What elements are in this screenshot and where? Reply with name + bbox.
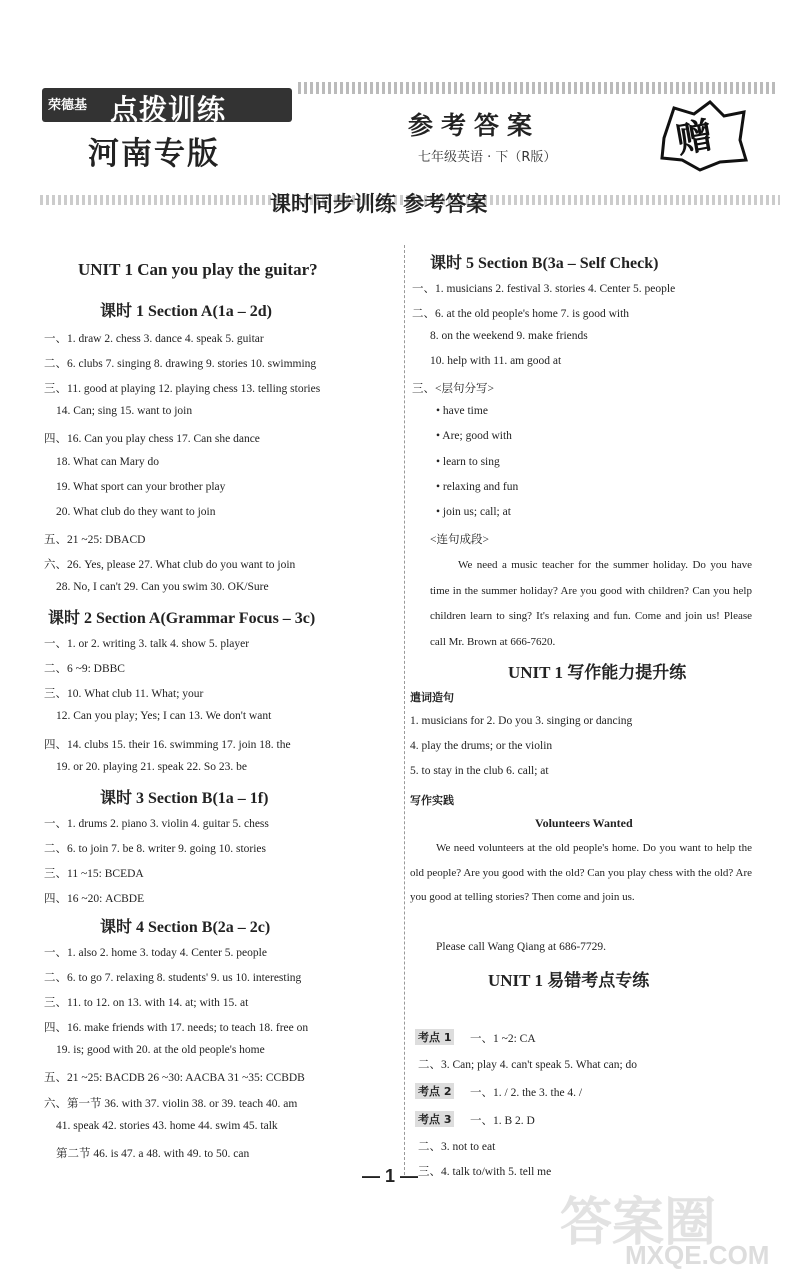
- subsection-heading: 写作实践: [410, 794, 454, 807]
- answer-line: 第二节 46. is 47. a 48. with 49. to 50. can: [56, 1148, 250, 1160]
- answer-line: 二、6. to go 7. relaxing 8. students' 9. us 10. interesting: [44, 972, 302, 984]
- answer-line: <连句成段>: [430, 534, 489, 546]
- model-paragraph: We need a music teacher for the summer holiday. Do you have time in the summer holiday? Are you good with children? Can you help children learn to sing? It's relaxing and fun. Come and join us! Please call Mr. Brown at 666-7620.: [430, 559, 752, 648]
- answer-line: Please call Wang Qiang at 686-7729.: [436, 941, 607, 953]
- answer-line: 三、4. talk to/with 5. tell me: [418, 1166, 552, 1178]
- header-stripes: [298, 82, 778, 94]
- answer-line: 28. No, I can't 29. Can you swim 30. OK/Sure: [56, 581, 269, 593]
- answer-line: • Are; good with: [436, 430, 512, 442]
- answer-line: 4. play the drums; or the violin: [410, 740, 553, 752]
- answer-line: 19. What sport can your brother play: [56, 481, 226, 493]
- answer-line: 二、6 ~9: DBBC: [44, 663, 125, 675]
- answer-line: 二、6. to join 7. be 8. writer 9. going 10. stories: [44, 843, 266, 855]
- watermark-logo: 答案圈: [560, 1193, 717, 1253]
- answer-line: • join us; call; at: [436, 506, 511, 518]
- answer-line: 一、1. or 2. writing 3. talk 4. show 5. player: [44, 638, 250, 650]
- section-heading: 课时 3 Section B(1a – 1f): [100, 790, 269, 807]
- answer-line: 二、6. clubs 7. singing 8. drawing 9. stories 10. swimming: [44, 358, 317, 370]
- subsection-heading: 遣词造句: [410, 691, 454, 704]
- answer-line: 14. Can; sing 15. want to join: [56, 405, 193, 417]
- section-heading: 课时 4 Section B(2a – 2c): [100, 919, 271, 936]
- gift-label: 赠: [673, 115, 716, 162]
- unit-title: UNIT 1 Can you play the guitar?: [78, 260, 318, 279]
- watermark-url: MXQE.COM: [625, 1240, 770, 1270]
- answer-line: 三、11 ~15: BCEDA: [44, 868, 144, 880]
- unit-title: UNIT 1 写作能力提升练: [508, 663, 687, 682]
- answer-line: 一、1. B 2. D: [470, 1115, 535, 1127]
- kaodian-label: 考点 2: [415, 1082, 454, 1100]
- answer-line: 四、16. Can you play chess 17. Can she dance: [44, 433, 260, 445]
- answer-line: 41. speak 42. stories 43. home 44. swim 45. talk: [56, 1120, 278, 1132]
- unit-title: UNIT 1 易错考点专练: [488, 971, 650, 990]
- answer-line: 六、第一节 36. with 37. violin 38. or 39. teach 40. am: [44, 1098, 298, 1110]
- answer-line: 20. What club do they want to join: [56, 506, 216, 518]
- section-heading: 课时 1 Section A(1a – 2d): [100, 303, 273, 320]
- answer-line: 五、21 ~25: BACDB 26 ~30: AACBA 31 ~35: CCBDB: [44, 1072, 305, 1084]
- answer-line: 一、1. also 2. home 3. today 4. Center 5. people: [44, 947, 267, 959]
- answer-line: 四、16. make friends with 17. needs; to teach 18. free on: [44, 1022, 309, 1034]
- answer-title: 参考答案: [408, 111, 541, 140]
- answer-line: 二、3. Can; play 4. can't speak 5. What can; do: [418, 1059, 638, 1071]
- answer-line: 四、14. clubs 15. their 16. swimming 17. join 18. the: [44, 739, 291, 751]
- answer-line: 19. or 20. playing 21. speak 22. So 23. be: [56, 761, 248, 773]
- answer-line: 5. to stay in the club 6. call; at: [410, 765, 549, 777]
- answer-line: 10. help with 11. am good at: [430, 355, 562, 367]
- answer-line: 一、1. draw 2. chess 3. dance 4. speak 5. guitar: [44, 333, 264, 345]
- brand-title: 点拨训练: [110, 94, 227, 125]
- answer-line: 一、1. musicians 2. festival 3. stories 4. Center 5. people: [412, 283, 676, 295]
- book-subtitle: 七年级英语 · 下（R版）: [418, 150, 557, 165]
- section-heading: 课时 5 Section B(3a – Self Check): [430, 255, 659, 272]
- edition-label: 河南专版: [88, 136, 220, 172]
- answer-line: 三、11. to 12. on 13. with 14. at; with 15. at: [44, 997, 249, 1009]
- kaodian-label: 考点 3: [415, 1110, 454, 1128]
- model-paragraph: We need volunteers at the old people's home. Do you want to help the old people? Are you good with the old? Can you play chess with the old? Are you good at telling stories? Then come and join us.: [410, 842, 752, 903]
- answer-line: 四、16 ~20: ACBDE: [44, 893, 145, 905]
- essay-title: Volunteers Wanted: [535, 816, 633, 830]
- answer-line: • relaxing and fun: [436, 481, 519, 493]
- answer-line: 1. musicians for 2. Do you 3. singing or dancing: [410, 715, 633, 727]
- column-divider: [404, 245, 406, 1175]
- page-title: 课时同步训练 参考答案: [270, 192, 488, 216]
- answer-line: 12. Can you play; Yes; I can 13. We don't want: [56, 710, 272, 722]
- answer-line: 一、1. drums 2. piano 3. violin 4. guitar 5. chess: [44, 818, 269, 830]
- answer-line: 三、11. good at playing 12. playing chess 13. telling stories: [44, 383, 321, 395]
- answer-line: 二、6. at the old people's home 7. is good with: [412, 308, 630, 320]
- answer-line: 8. on the weekend 9. make friends: [430, 330, 588, 342]
- answer-line: • learn to sing: [436, 456, 500, 468]
- answer-line: 三、<层句分写>: [412, 383, 494, 395]
- answer-line: 五、21 ~25: DBACD: [44, 534, 146, 546]
- answer-line: 二、3. not to eat: [418, 1141, 496, 1153]
- answer-line: • have time: [436, 405, 488, 417]
- kaodian-label: 考点 1: [415, 1028, 454, 1046]
- answer-line: 六、26. Yes, please 27. What club do you want to join: [44, 559, 296, 571]
- page-number: — 1 —: [362, 1166, 419, 1186]
- answer-line: 一、1. / 2. the 3. the 4. /: [470, 1087, 583, 1099]
- answer-line: 19. is; good with 20. at the old people's home: [56, 1044, 265, 1056]
- answer-line: 三、10. What club 11. What; your: [44, 688, 204, 700]
- answer-line: 18. What can Mary do: [56, 456, 159, 468]
- answer-line: 一、1 ~2: CA: [470, 1033, 536, 1045]
- brand-small: 荣德基: [48, 97, 88, 112]
- section-heading: 课时 2 Section A(Grammar Focus – 3c): [48, 610, 316, 627]
